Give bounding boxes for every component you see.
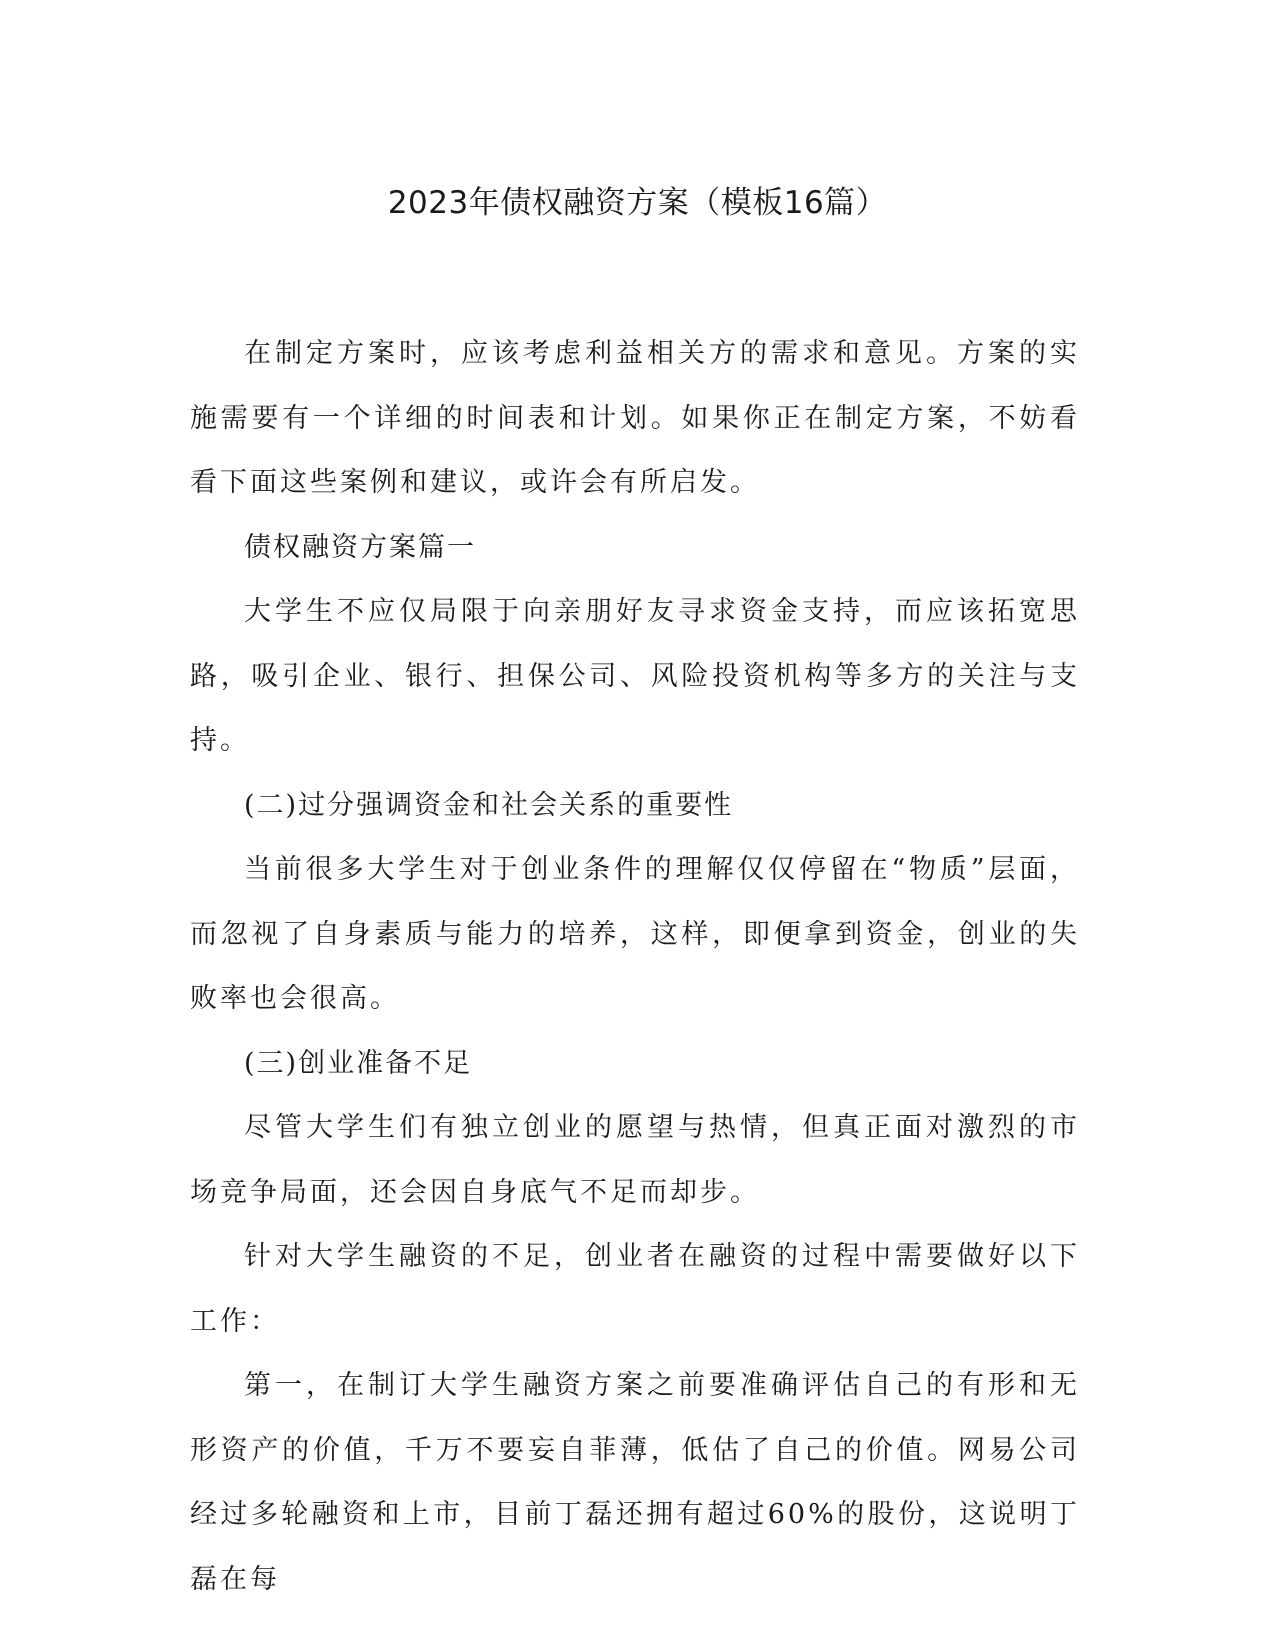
document-body [190,322,1080,1612]
document-title: 2023年债权融资方案（模板16篇） [387,185,888,221]
subsection-heading: (三)创业准备不足 [244,1047,473,1079]
body-paragraph: 当前很多大学生对于创业条件的理解仅仅停留在“物质”层面，而忽视了自身素质与能力的培养，这样，即便拿到资金，创业的失败率也会很高。 [190,854,1080,1014]
body-paragraph: 针对大学生融资的不足，创业者在融资的过程中需要做好以下工作： [190,1241,1080,1337]
body-paragraph: 尽管大学生们有独立创业的愿望与热情，但真正面对激烈的市场竞争局面，还会因自身底气不足而却步。 [190,1112,1080,1208]
body-paragraph: 大学生不应仅局限于向亲朋好友寻求资金支持，而应该拓宽思路，吸引企业、银行、担保公司、风险投资机构等多方的关注与支持。 [190,596,1080,756]
intro-paragraph: 在制定方案时，应该考虑利益相关方的需求和意见。方案的实施需要有一个详细的时间表和计划。如果你正在制定方案，不妨看看下面这些案例和建议，或许会有所启发。 [190,338,1080,498]
section-heading: 债权融资方案篇一 [244,531,476,563]
subsection-heading: (二)过分强调资金和社会关系的重要性 [244,789,734,821]
body-paragraph: 第一，在制订大学生融资方案之前要准确评估自己的有形和无形资产的价值，千万不要妄自菲薄，低估了自己的价值。网易公司经过多轮融资和上市，目前丁磊还拥有超过60%的股份，这说明丁磊在每 [190,1370,1080,1595]
